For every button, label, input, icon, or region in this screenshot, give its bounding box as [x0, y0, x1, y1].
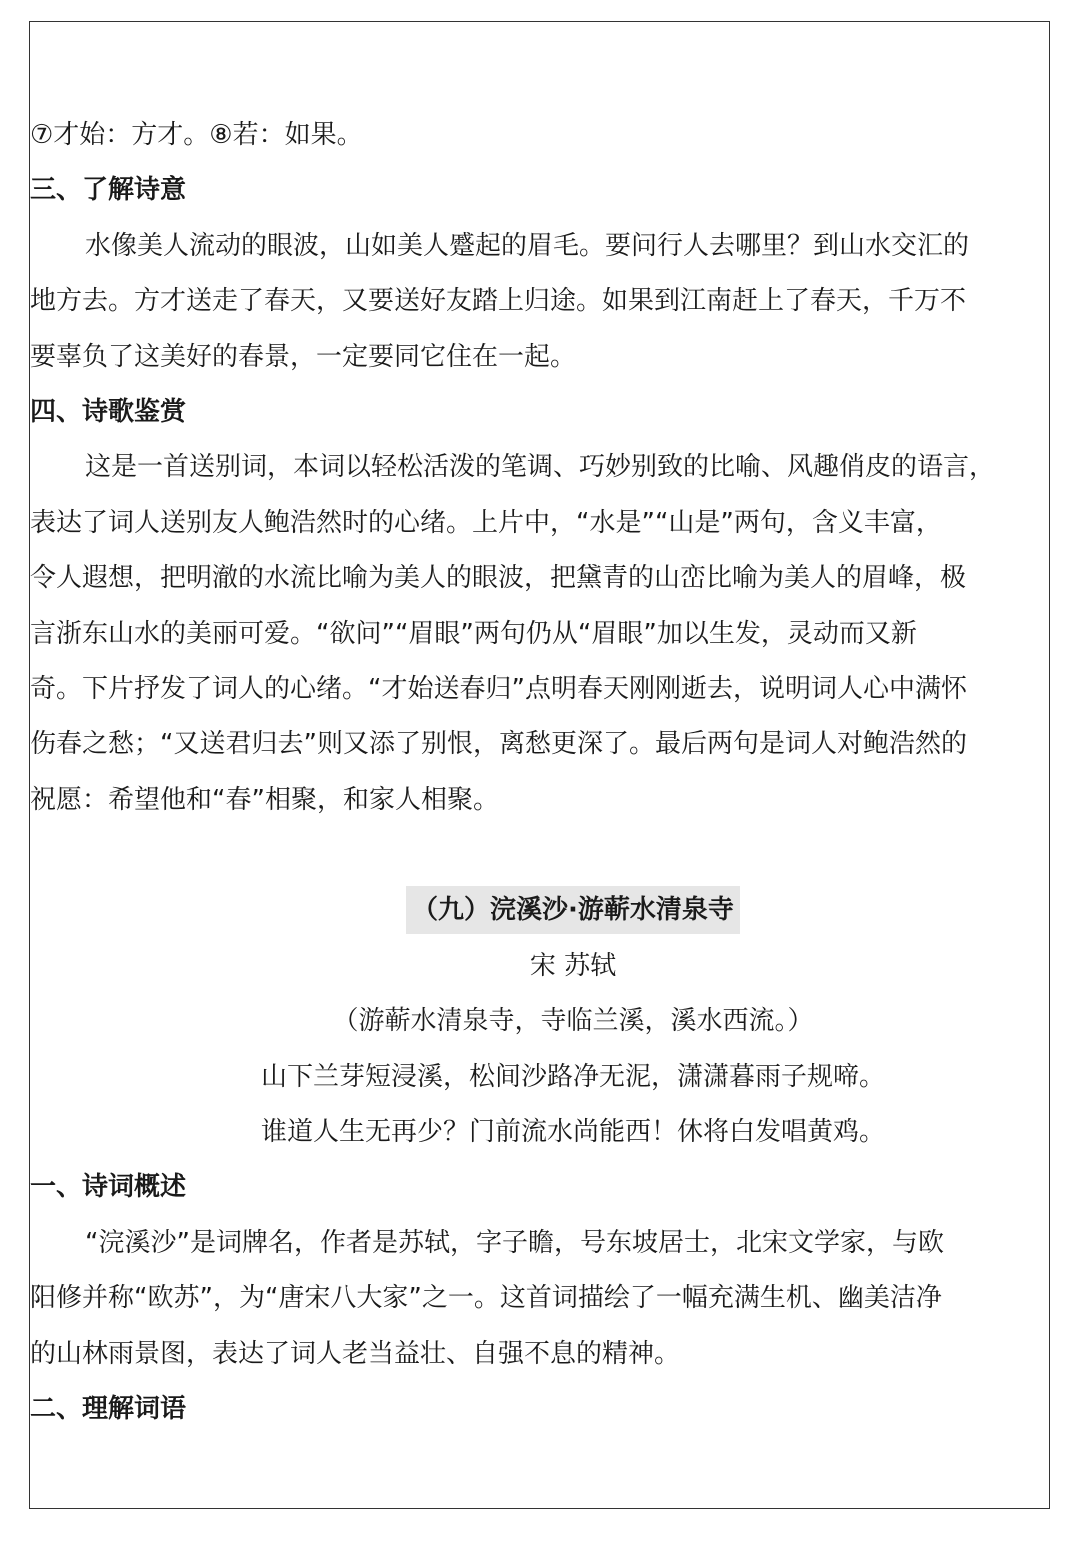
document-body — [30, 108, 1060, 1437]
annotation-note: ⑦才始：方才。⑧若：如果。 — [30, 120, 363, 150]
poem-preface: （游蕲水清泉寺，寺临兰溪，溪水西流。） — [332, 1006, 814, 1037]
paragraph-line: 要辜负了这美好的春景，一定要同它住在一起。 — [30, 341, 577, 372]
section-heading-vocabulary: 二、理解词语 — [30, 1393, 187, 1424]
paragraph-line: 奇。下片抒发了词人的心绪。“才始送春归”点明春天刚刚逝去，说明词人心中满怀 — [30, 673, 967, 704]
paragraph-line: 伤春之愁；“又送君归去”则又添了别恨，离愁更深了。最后两句是词人对鲍浩然的 — [30, 729, 967, 760]
paragraph-line: 的山林雨景图，表达了词人老当益壮、自强不息的精神。 — [30, 1338, 681, 1369]
paragraph-line: 言浙东山水的美丽可爱。“欲问”“眉眼”两句仍从“眉眼”加以生发，灵动而又新 — [30, 618, 917, 649]
paragraph-line: “浣溪沙”是词牌名，作者是苏轼，字子瞻，号东坡居士，北宋文学家，与欧 — [85, 1227, 944, 1258]
paragraph-line: 这是一首送别词，本词以轻松活泼的笔调、巧妙别致的比喻、风趣俏皮的语言， — [85, 452, 996, 483]
paragraph-line: 表达了词人送别友人鲍浩然时的心绪。上片中，“水是”“山是”两句，含义丰富， — [30, 507, 942, 538]
poem-title: （九）浣溪沙·游蕲水清泉寺 — [406, 886, 740, 934]
section-heading-meaning: 三、了解诗意 — [30, 175, 187, 206]
section-heading-appreciation: 四、诗歌鉴赏 — [30, 396, 187, 427]
paragraph-line: 水像美人流动的眼波，山如美人蹙起的眉毛。要问行人去哪里？到山水交汇的 — [85, 230, 970, 261]
section-heading-overview: 一、诗词概述 — [30, 1172, 187, 1203]
poem-author: 宋 苏轼 — [529, 950, 617, 981]
poem-line: 山下兰芽短浸溪，松间沙路净无泥，潇潇暮雨子规啼。 — [260, 1061, 885, 1092]
paragraph-line: 地方去。方才送走了春天，又要送好友踏上归途。如果到江南赶上了春天，千万不 — [30, 286, 967, 317]
poem-line: 谁道人生无再少？门前流水尚能西！休将白发唱黄鸡。 — [260, 1117, 885, 1148]
paragraph-line: 祝愿：希望他和“春”相聚，和家人相聚。 — [30, 784, 499, 815]
paragraph-line: 阳修并称“欧苏”，为“唐宋八大家”之一。这首词描绘了一幅充满生机、幽美洁净 — [30, 1283, 942, 1314]
paragraph-line: 令人遐想，把明澈的水流比喻为美人的眼波，把黛青的山峦比喻为美人的眉峰，极 — [30, 563, 967, 594]
spacer — [30, 828, 1060, 883]
poem-title-row — [30, 883, 1080, 938]
